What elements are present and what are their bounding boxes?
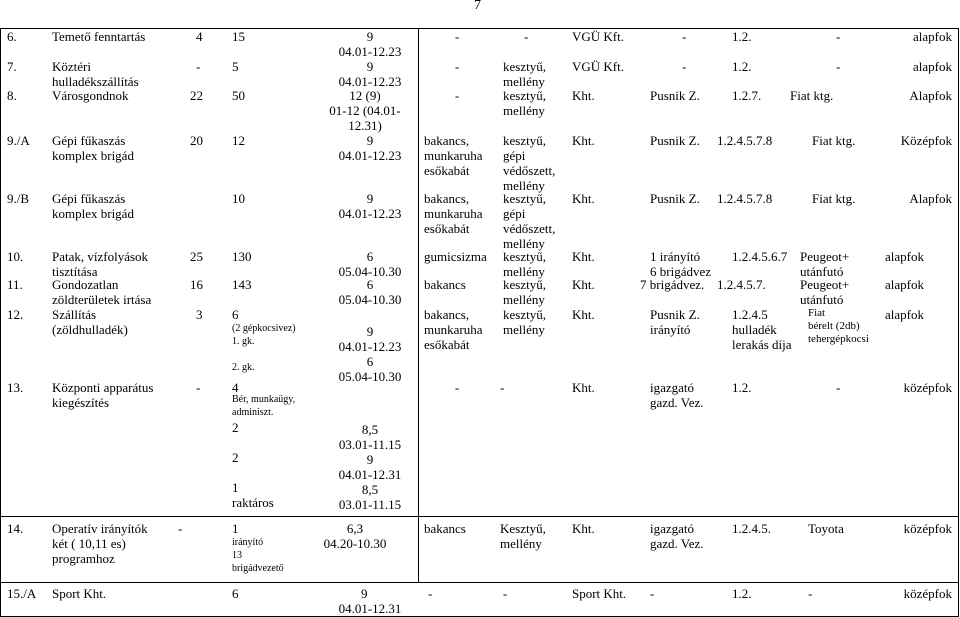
owner: Kht. [572, 277, 595, 292]
task-name: Városgondnok [52, 88, 129, 103]
driver: Pusnik Z. irányító [650, 307, 700, 337]
vehicle: - [836, 380, 841, 395]
education-level: alapfok [885, 307, 924, 322]
vehicle: - [836, 29, 841, 44]
row-number: 15./A [7, 586, 37, 601]
count-b-detail: 2 2 1 raktáros [232, 420, 274, 510]
protective-gear: - [503, 586, 508, 601]
count-b: 50 [232, 88, 245, 103]
education-level: alapfok [885, 249, 924, 264]
task-name: Operatív irányítók két ( 10,11 es) programhoz [52, 521, 148, 566]
row-number: 13. [7, 380, 24, 395]
clothing: bakancs, munkaruha esőkabát [424, 133, 483, 178]
vehicle: - [808, 586, 813, 601]
clothing: - [455, 29, 460, 44]
owner: Kht. [572, 521, 595, 536]
owner: Sport Kht. [572, 586, 627, 601]
license: 1.2.4.5. [732, 521, 771, 536]
count-b: 9 [361, 586, 368, 601]
driver: - [682, 59, 687, 74]
education-level: középfok [903, 380, 952, 395]
vehicle: Toyota [808, 521, 844, 536]
task-name: Patak, vízfolyások tisztítása [52, 249, 149, 279]
education-level: Középfok [900, 133, 952, 148]
period: 6 05.04-10.30 [338, 277, 402, 307]
protective-gear: kesztyű, gépi védőszett, mellény [503, 191, 556, 251]
clothing: - [428, 586, 433, 601]
task-name: Gépi fűkaszás komplex brigád [52, 191, 134, 221]
owner: VGÜ Kft. [572, 59, 624, 74]
owner: VGÜ Kft. [572, 29, 624, 44]
count-a: 20 [190, 133, 203, 148]
education-level: Alapfok [909, 88, 952, 103]
row-number: 6. [7, 29, 17, 44]
count-b: 4 [232, 380, 239, 395]
vehicle: Peugeot+ utánfutó [800, 277, 850, 307]
protective-gear: - [524, 29, 529, 44]
clothing: bakancs, munkaruha esőkabát [424, 191, 483, 236]
license: 1.2.4.5.7.8 [717, 133, 773, 148]
period: 6,3 04.20-10.30 [323, 521, 387, 551]
owner: Kht. [572, 307, 595, 322]
period: 9 04.01-12.23 [338, 191, 402, 221]
education-level: Alapfok [909, 191, 952, 206]
license: 1.2. [732, 586, 752, 601]
period: 9 04.01-12.23 [338, 59, 402, 89]
driver: - [682, 29, 687, 44]
driver: Pusnik Z. [650, 88, 700, 103]
clothing: bakancs [424, 277, 466, 292]
protective-gear: Kesztyű, mellény [500, 521, 546, 551]
row-number: 9./B [7, 191, 30, 206]
license: 1.2.4.5.7.8 [717, 191, 773, 206]
protective-gear: - [500, 380, 505, 395]
education-level: alapfok [913, 59, 952, 74]
count-a: - [178, 521, 183, 536]
count-a: - [196, 59, 201, 74]
driver: igazgató gazd. Vez. [650, 521, 704, 551]
row-number: 7. [7, 59, 17, 74]
license: 1.2. [732, 380, 752, 395]
period: 9 04.01-12.23 [338, 29, 402, 59]
row-number: 11. [7, 277, 23, 292]
driver: 7 brigádvez. [640, 277, 705, 292]
count-b: 130 [232, 249, 252, 264]
protective-gear: kesztyű, mellény [503, 59, 546, 89]
count-a: 22 [190, 88, 203, 103]
count-a: 25 [190, 249, 203, 264]
count-a: - [196, 380, 201, 395]
period: 9 04.01-12.23 [338, 133, 402, 163]
row-number: 9./A [7, 133, 30, 148]
count-b-note: Bér, munkaügy, adminiszt. [232, 394, 296, 418]
protective-gear: kesztyű, gépi védőszett, mellény [503, 133, 556, 193]
row-number: 10. [7, 249, 24, 264]
clothing: - [455, 59, 460, 74]
task-name: Gondozatlan zöldterületek irtása [52, 277, 152, 307]
clothing: gumicsizma [424, 249, 487, 264]
task-name: Központi apparátus kiegészítés [52, 380, 154, 410]
vehicle: Peugeot+ utánfutó [800, 249, 850, 279]
count-a: 4 [196, 29, 203, 44]
work-schedule-table [0, 28, 959, 617]
clothing: - [455, 380, 460, 395]
period: 12 (9) 01-12 (04.01- 12.31) [329, 88, 401, 133]
count-b-note: (2 gépkocsivez) 1. gk. 2. gk. [232, 323, 296, 373]
task-name: Szállítás (zöldhulladék) [52, 307, 128, 337]
license: 1.2. [732, 29, 752, 44]
task-name: Sport Kht. [52, 586, 107, 601]
count-a: 16 [190, 277, 203, 292]
owner: Kht. [572, 191, 595, 206]
period: 8,5 03.01-11.15 9 04.01-12.31 8,5 03.01-11.15 [338, 422, 402, 512]
driver: - [650, 586, 655, 601]
vehicle: Fiat ktg. [812, 191, 856, 206]
owner: Kht. [572, 88, 595, 103]
license: 1.2. [732, 59, 752, 74]
license: 1.2.4.5 hulladék lerakás díja [732, 307, 792, 352]
task-name: Köztéri hulladékszállítás [52, 59, 139, 89]
vehicle: Fiat ktg. [790, 88, 834, 103]
driver: igazgató gazd. Vez. [650, 380, 704, 410]
owner: Kht. [572, 133, 595, 148]
vehicle: Fiat ktg. [812, 133, 856, 148]
period: 6 05.04-10.30 [338, 249, 402, 279]
protective-gear: kesztyű, mellény [503, 249, 546, 279]
count-a: 6 [232, 586, 239, 601]
row-number: 8. [7, 88, 17, 103]
count-b: 15 [232, 29, 245, 44]
driver: Pusnik Z. [650, 191, 700, 206]
owner: Kht. [572, 249, 595, 264]
license: 1.2.7. [732, 88, 762, 103]
count-b: 10 [232, 191, 245, 206]
count-b-note: irányító 13 brigádvezető [232, 537, 284, 574]
driver: Pusnik Z. [650, 133, 700, 148]
page-number: 7 [474, 0, 481, 13]
license: 1.2.4.5.6.7 [732, 249, 788, 264]
owner: Kht. [572, 380, 595, 395]
row-number: 12. [7, 307, 24, 322]
period: 9 04.01-12.23 6 05.04-10.30 [338, 324, 402, 384]
task-name: Temető fenntartás [52, 29, 146, 44]
driver: 1 irányító 6 brigádvez [650, 249, 712, 279]
count-b: 12 [232, 133, 245, 148]
vehicle: Fiat bérelt (2db) tehergépkocsi [808, 307, 869, 345]
count-b: 1 [232, 521, 239, 536]
education-level: középfok [903, 586, 952, 601]
clothing: bakancs [424, 521, 466, 536]
vehicle: - [836, 59, 841, 74]
license: 1.2.4.5.7. [717, 277, 766, 292]
education-level: alapfok [913, 29, 952, 44]
clothing: - [455, 88, 460, 103]
count-b: 6 [232, 307, 239, 322]
count-b: 143 [232, 277, 252, 292]
row-number: 14. [7, 521, 24, 536]
task-name: Gépi fűkaszás komplex brigád [52, 133, 134, 163]
clothing: bakancs, munkaruha esőkabát [424, 307, 483, 352]
protective-gear: kesztyű, mellény [503, 277, 546, 307]
period: 04.01-12.31 [338, 601, 402, 616]
education-level: középfok [903, 521, 952, 536]
education-level: alapfok [885, 277, 924, 292]
protective-gear: kesztyű, mellény [503, 307, 546, 337]
count-b: 5 [232, 59, 239, 74]
protective-gear: kesztyű, mellény [503, 88, 546, 118]
count-a: 3 [196, 307, 203, 322]
